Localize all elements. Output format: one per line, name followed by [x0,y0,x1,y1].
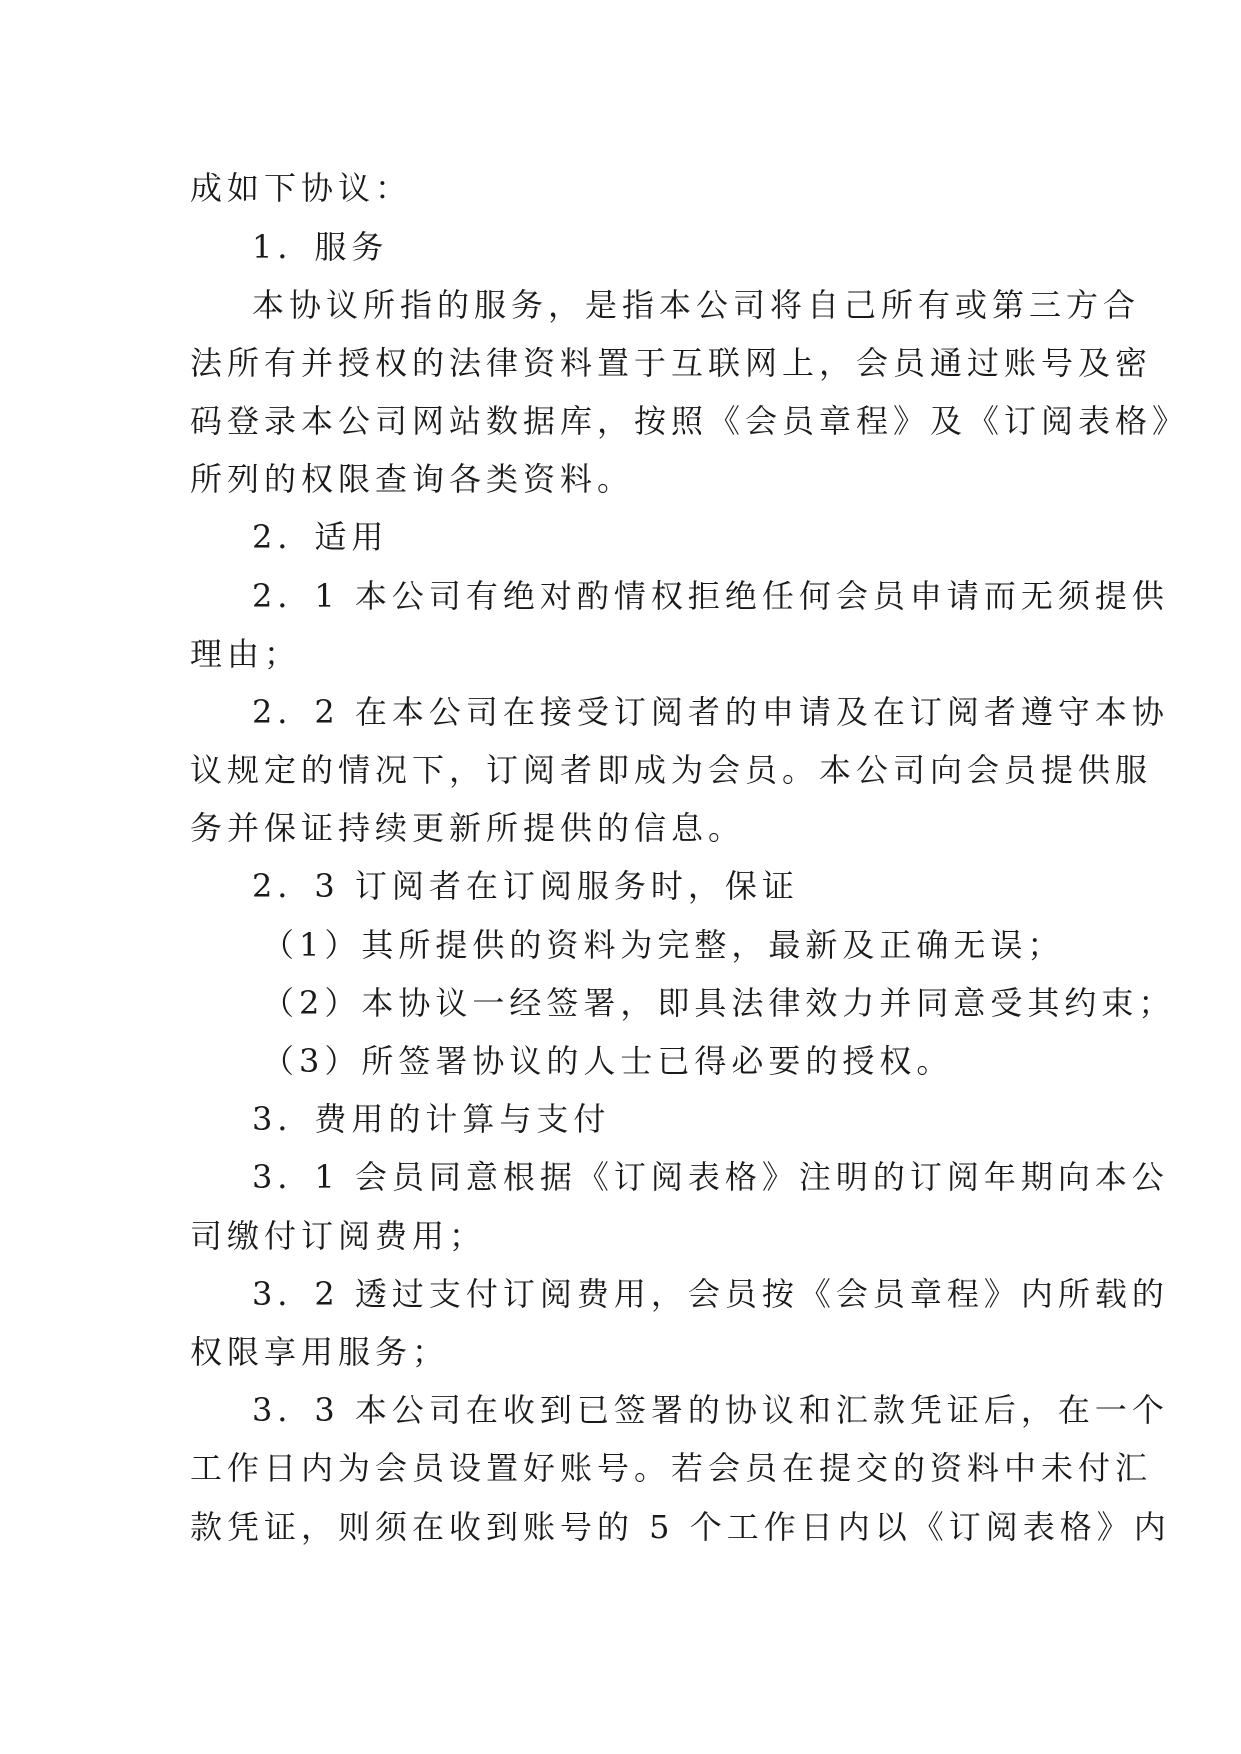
text-line: 权限享用服务； [190,1333,450,1371]
text-line: 2．2 在本公司在接受订阅者的申请及在订阅者遵守本协 [252,693,1169,731]
text-line: 工作日内为会员设置好账号。若会员在提交的资料中未付汇 [190,1449,1153,1487]
section-heading: 2．适用 [252,518,389,556]
list-item: （1）其所提供的资料为完整，最新及正确无误； [262,926,1065,964]
list-item: （2）本协议一经签署，即具法律效力并同意受其约束； [262,984,1176,1022]
text-line: 所列的权限查询各类资料。 [190,460,635,498]
text-line: 3．2 透过支付订阅费用，会员按《会员章程》内所载的 [252,1275,1169,1313]
text-line: 2．1 本公司有绝对酌情权拒绝任何会员申请而无须提供 [252,577,1169,615]
text-line: 本协议所指的服务，是指本公司将自己所有或第三方合 [252,286,1141,324]
text-line: 理由； [190,635,302,673]
text-line: 3．3 本公司在收到已签署的协议和汇款凭证后，在一个 [252,1391,1169,1429]
list-item: （3）所签署协议的人士已得必要的授权。 [262,1042,954,1080]
text-line: 3．1 会员同意根据《订阅表格》注明的订阅年期向本公 [252,1158,1169,1196]
text-line: 司缴付订阅费用； [190,1217,487,1255]
text-line: 款凭证，则须在收到账号的 5 个工作日内以《订阅表格》内 [190,1508,1171,1546]
text-line: 码登录本公司网站数据库，按照《会员章程》及《订阅表格》 [190,402,1190,440]
section-heading: 3．费用的计算与支付 [252,1100,611,1138]
text-line: 2．3 订阅者在订阅服务时，保证 [252,867,799,905]
text-line: 务并保证持续更新所提供的信息。 [190,809,746,847]
text-line: 议规定的情况下，订阅者即成为会员。本公司向会员提供服 [190,751,1153,789]
text-line: 法所有并授权的法律资料置于互联网上，会员通过账号及密 [190,344,1153,382]
text-line: 成如下协议： [190,169,413,207]
section-heading: 1．服务 [252,228,389,266]
